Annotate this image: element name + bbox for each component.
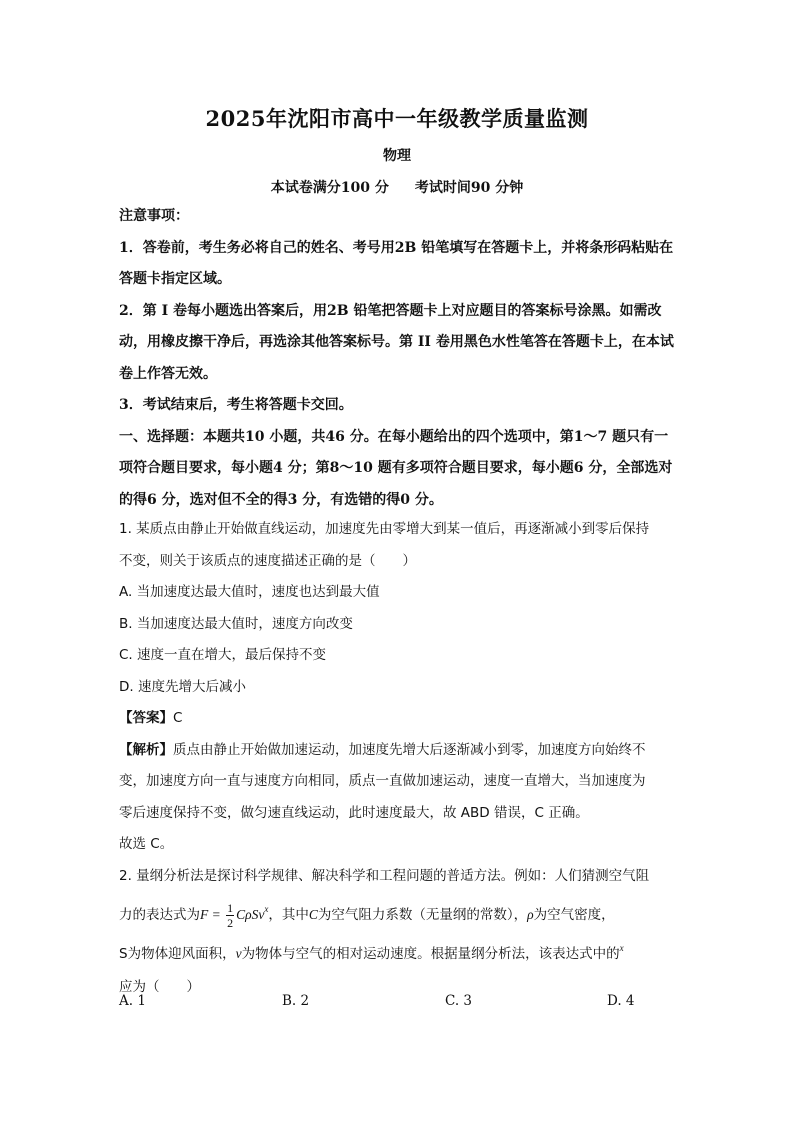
q1-analysis-label: 【解析】: [119, 741, 173, 758]
section1-line-2: 项符合题目要求，每小题4 分；第8～10 题有多项符合题目要求，每小题6 分，全部选对: [119, 460, 673, 476]
q2-stem-line-3: [119, 932, 679, 971]
notice-item-2-line-3: 卷上作答无效。: [119, 365, 217, 382]
q1-conclusion: 故选 C。: [119, 836, 174, 852]
q1-analysis-line-3: 零后速度保持不变，做匀速直线运动，此时速度最大，故 ABD 错误，C 正确。: [119, 804, 589, 821]
section1-line-3: 的得6 分，选对但不全的得3 分，有选错的得0 分。: [119, 491, 443, 508]
section1-line-1: 一、选择题：本题共10 小题，共46 分。在每小题给出的四个选项中，第1～7 题只有一: [119, 428, 669, 445]
q1-stem-line-2: 不变，则关于该质点的速度描述正确的是（ ）: [119, 552, 416, 569]
score-text: 本试卷满分100 分: [270, 180, 389, 196]
fraction-denominator: 2: [227, 916, 234, 931]
notice-item-1-line-1: 1．答卷前，考生务必将自己的姓名、考号用2B 铅笔填写在答题卡上，并将条形码粘贴在: [119, 239, 674, 256]
q1-answer: [119, 703, 679, 735]
q1-option-d: D. 速度先增大后减小: [119, 678, 246, 695]
q2-line3-pre: S为物体迎风面积，: [119, 946, 236, 962]
time-text: 考试时间90 分钟: [414, 180, 524, 196]
q1-analysis-text-1: 质点由静止开始做加速运动，加速度先增大后逐渐减小到零，加速度方向始终不: [173, 741, 646, 758]
q2-option-b: B. 2: [282, 993, 310, 1009]
notice-item-1-line-2: 答题卡指定区域。: [119, 271, 231, 287]
formula-rhs: CρSv: [236, 907, 265, 922]
page-title: 2025年沈阳市高中一年级教学质量监测: [205, 106, 589, 131]
notice-item-2-line-2: 动，用橡皮擦干净后，再选涂其他答案标号。第 II 卷用黑色水性笔答在答题卡上，在本试: [119, 334, 674, 350]
q1-analysis-line-2: 变，加速度方向一直与速度方向相同，质点一直做加速运动，速度一直增大，当加速度为: [119, 773, 646, 789]
q2-option-d: D. 4: [607, 993, 635, 1009]
q1-option-a: A. 当加速度达最大值时，速度也达到最大值: [119, 584, 380, 600]
q1-answer-value: C: [173, 710, 183, 726]
subject-heading: 物理: [383, 148, 411, 164]
symbol-rho: ρ: [527, 907, 534, 922]
q1-stem-line-1: 1. 某质点由静止开始做直线运动，加速度先由零增大到某一值后，再逐渐减小到零后保持: [119, 521, 650, 537]
symbol-v: v: [235, 946, 242, 961]
q2-stem-line-4: 应为（ ）: [119, 979, 200, 995]
q1-option-b: B. 当加速度达最大值时，速度方向改变: [119, 615, 353, 632]
notice-item-2-line-1: 2．第 I 卷每小题选出答案后，用2B 铅笔把答题卡上对应题目的答案标号涂黑。如需改: [119, 302, 662, 319]
q2-line2-pre: 力的表达式为: [119, 907, 200, 923]
notice-section: [119, 201, 679, 516]
formula-exponent: x: [264, 904, 269, 914]
question-2: [119, 860, 679, 1004]
q1-option-c: C. 速度一直在增大，最后保持不变: [119, 647, 327, 663]
symbol-c: C: [308, 907, 318, 922]
q2-stem-line-2: [119, 893, 679, 932]
symbol-x: x: [619, 943, 624, 953]
formula-lhs: F =: [200, 907, 225, 922]
exam-meta: [0, 177, 794, 197]
question-1: [119, 514, 679, 861]
q1-analysis-line-1: [119, 735, 679, 767]
q2-line2-end: 为空气密度，: [533, 907, 615, 923]
q1-answer-label: 【答案】: [119, 710, 173, 726]
notice-item-3-line-1: 3．考试结束后，考生将答题卡交回。: [119, 397, 353, 413]
q2-line3-post: 为物体与空气的相对运动速度。根据量纲分析法，该表达式中的: [241, 946, 620, 962]
fraction-numerator: 1: [227, 901, 234, 916]
formula-fraction: [226, 901, 234, 930]
notice-heading: 注意事项：: [119, 208, 189, 224]
q2-stem-line-1: 2. 量纲分析法是探讨科学规律、解决科学和工程问题的普适方法。例如：人们猜测空气阻: [119, 868, 650, 884]
q2-line2-mid: ，其中: [268, 907, 309, 923]
q2-line2-post: 为空气阻力系数（无量纲的常数），: [317, 907, 528, 923]
q2-option-a: A. 1: [119, 993, 146, 1009]
drag-force-formula: [200, 901, 269, 931]
q2-option-c: C. 3: [445, 993, 473, 1009]
